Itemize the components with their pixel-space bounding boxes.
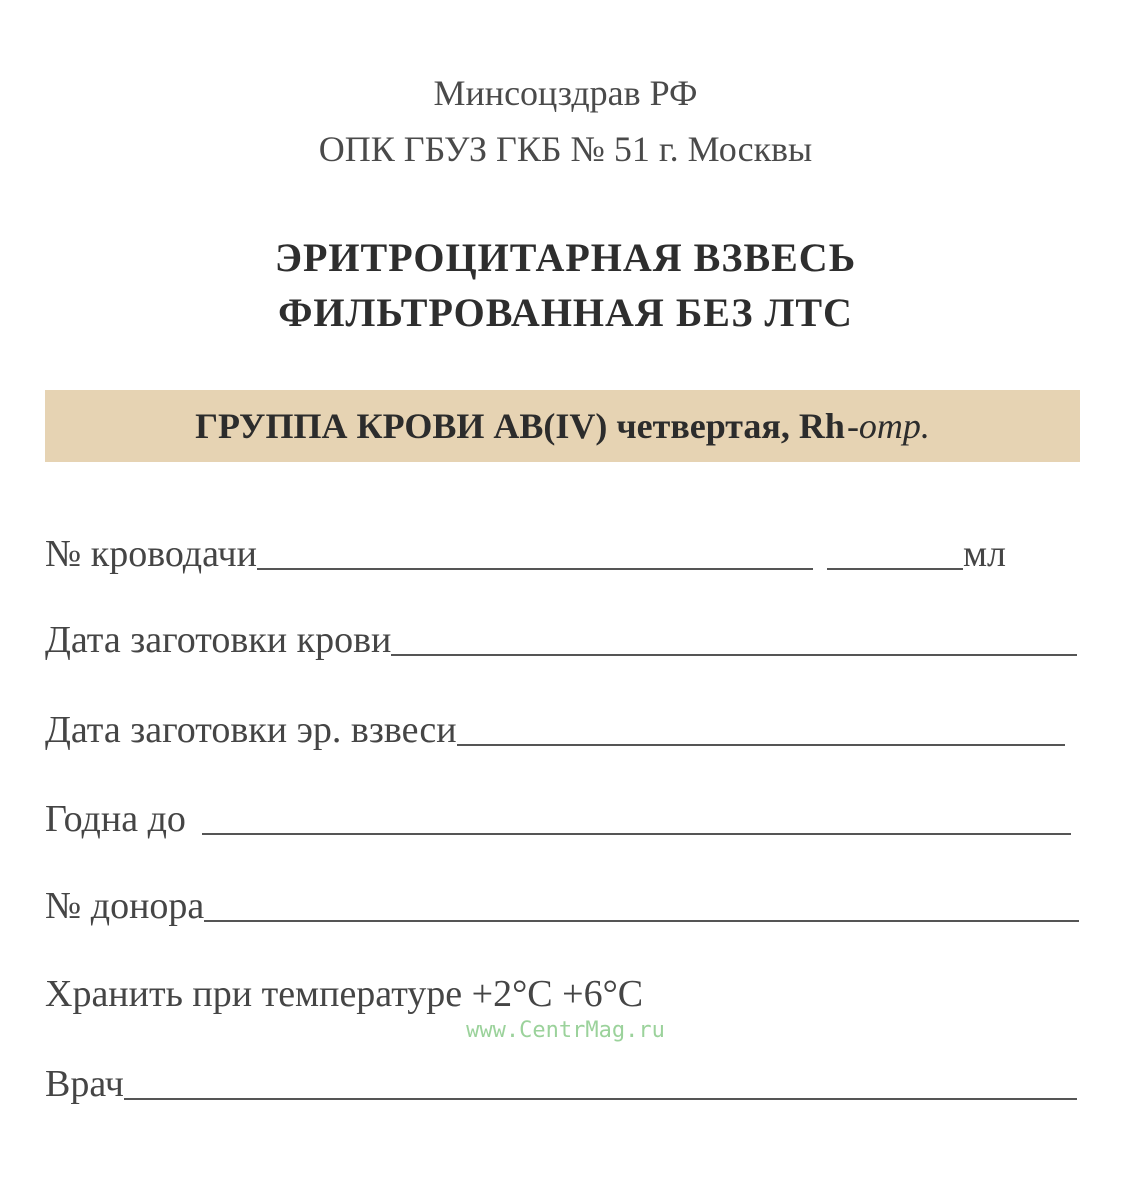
field-row-blood-donation xyxy=(45,528,1075,576)
field-row-doctor xyxy=(45,1058,1077,1106)
blood-collection-date-label: Дата заготовки крови xyxy=(45,619,392,661)
blood-group-band xyxy=(45,390,1080,462)
doctor-line[interactable] xyxy=(124,1064,1077,1100)
storage-text: Хранить при температуре +2°C +6°C xyxy=(45,973,644,1015)
valid-until-line[interactable] xyxy=(202,799,1071,835)
blood-collection-date-line[interactable] xyxy=(391,620,1077,656)
blood-group-label: ГРУППА КРОВИ АВ(IV) четвертая, Rh xyxy=(195,406,845,446)
rh-value: -отр. xyxy=(846,406,930,446)
product-title-line-1: ЭРИТРОЦИТАРНАЯ ВЗВЕСЬ xyxy=(274,235,857,280)
rbc-preparation-date-label: Дата заготовки эр. взвеси xyxy=(45,709,457,751)
watermark: www.CentrMag.ru xyxy=(466,1018,665,1043)
field-row-valid-until xyxy=(45,793,1071,841)
doctor-label: Врач xyxy=(45,1063,124,1105)
field-row-blood-collection-date xyxy=(45,614,1077,662)
volume-unit: мл xyxy=(962,533,1006,575)
storage-instruction xyxy=(45,968,643,1016)
product-title-line-2: ФИЛЬТРОВАННАЯ БЕЗ ЛТС xyxy=(278,290,853,335)
blood-donation-line[interactable] xyxy=(257,534,813,570)
organization-header: ОПК ГБУЗ ГКБ № 51 г. Москвы xyxy=(318,129,813,169)
ministry-header: Минсоцздрав РФ xyxy=(433,73,698,113)
donor-line[interactable] xyxy=(204,886,1079,922)
valid-until-label: Годна до xyxy=(45,798,186,840)
donor-label: № донора xyxy=(45,885,205,927)
field-row-rbc-preparation-date xyxy=(45,704,1065,752)
field-row-donor xyxy=(45,880,1079,928)
volume-line[interactable] xyxy=(827,534,963,570)
rbc-preparation-date-line[interactable] xyxy=(457,710,1065,746)
blood-donation-label: № кроводачи xyxy=(45,533,257,575)
